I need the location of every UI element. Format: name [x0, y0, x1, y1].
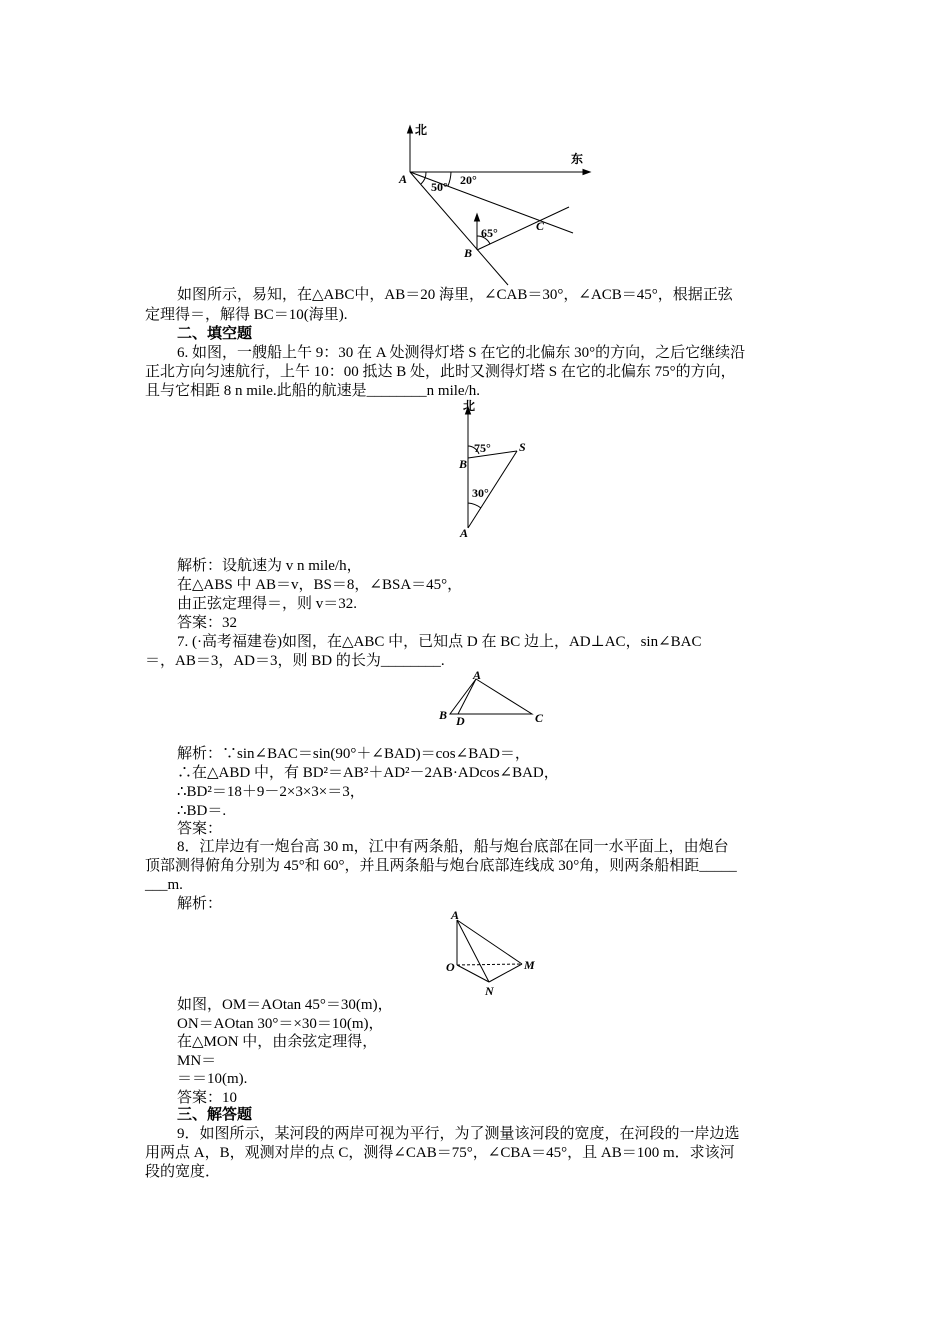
segment-AN	[457, 920, 489, 982]
q7-solution-line-3: ∴BD²＝18＋9－2×3×3×＝3，	[177, 784, 365, 800]
q7-answer: 答案：	[177, 821, 223, 837]
label-O-4: O	[446, 960, 455, 974]
label-north: 北	[415, 123, 428, 137]
q7-solution-line-2: ∴在△ABD 中，有 BD²＝AB²＋AD²－2AB·ADcos∠BAD，	[177, 765, 559, 781]
q9-line-3: 段的宽度．	[145, 1164, 221, 1180]
q7-solution-line-1: 解析：∵sin∠BAC＝sin(90°＋∠BAD)＝cos∠BAD＝，	[177, 746, 530, 762]
label-S: S	[519, 440, 526, 454]
label-north-2: 北	[463, 399, 476, 413]
q6-line-3: 且与它相距 8 n mile.此船的航速是________n mile/h.	[145, 383, 480, 399]
section-heading-solve: 三、解答题	[177, 1107, 253, 1123]
segment-OM-dashed	[457, 964, 522, 965]
q8-line-2: 顶部测得俯角分别为 45°和 60°，并且两条船与炮台底部连线成 30°角，则两条船相距_____	[145, 858, 737, 874]
q7-line-1: 7. (·高考福建卷)如图，在△ABC 中，已知点 D 在 BC 边上，AD⊥AC，sin∠BAC	[177, 634, 702, 650]
label-C-3: C	[535, 711, 544, 725]
q7-line-2: ＝，AB＝3，AD＝3，则 BD 的长为________.	[145, 653, 445, 669]
label-B-3: B	[439, 708, 448, 722]
label-east: 东	[571, 152, 584, 166]
q8-solution-line-4: MN＝	[177, 1053, 217, 1069]
label-D-3: D	[456, 714, 465, 728]
q6-solution-line-2: 在△ABS 中 AB＝v，BS＝8，∠BSA＝45°，	[177, 577, 463, 593]
label-A-2: A	[460, 526, 469, 540]
label-75: 75°	[474, 441, 491, 455]
label-20: 20°	[460, 173, 477, 187]
label-B-2: B	[459, 457, 468, 471]
label-50: 50°	[431, 180, 448, 194]
q9-line-2: 用两点 A，B，观测对岸的点 C，测得∠CAB＝75°，∠CBA＝45°，且 AB＝100 m．求该河	[145, 1145, 735, 1161]
label-M-4: M	[524, 958, 535, 972]
text-line-1: 如图所示，易知，在△ABC中，AB＝20 海里，∠CAB＝30°，∠ACB＝45°，根据正弦	[177, 287, 733, 303]
q9-line-1: 9．如图所示，某河段的两岸可视为平行，为了测量该河段的宽度，在河段的一岸边选	[177, 1126, 740, 1142]
label-N-4: N	[485, 984, 494, 998]
label-B: B	[464, 246, 473, 260]
q8-solution-line-2: ON＝AOtan 30°＝×30＝10(m)，	[177, 1016, 384, 1032]
label-A: A	[399, 172, 408, 186]
q6-solution-line-3: 由正弦定理得＝，则 v＝32.	[177, 596, 358, 612]
segment-AM	[457, 920, 522, 964]
q8-solution-line-1: 如图，OM＝AOtan 45°＝30(m)，	[177, 997, 393, 1013]
q6-solution-line-1: 解析：设航速为 v n mile/h，	[177, 558, 362, 574]
section-heading-fill-in: 二、填空题	[177, 326, 253, 342]
text-line-2: 定理得＝，解得 BC＝10(海里).	[145, 307, 348, 323]
q6-line-2: 正北方向匀速航行，上午 10：00 抵达 B 处，此时又测得灯塔 S 在它的北偏东 75°的方向，	[145, 364, 736, 380]
q8-solution-line-3: 在△MON 中，由余弦定理得，	[177, 1034, 378, 1050]
label-30: 30°	[472, 486, 489, 500]
q8-solution-line-5: ＝＝10(m).	[177, 1071, 248, 1087]
q7-solution-line-4: ∴BD＝.	[177, 803, 227, 819]
label-A-4: A	[451, 908, 460, 922]
q8-answer: 答案：10	[177, 1090, 238, 1106]
q8-solution-label: 解析：	[177, 896, 223, 912]
q6-line-1: 6. 如图，一艘船上午 9：30 在 A 处测得灯塔 S 在它的北偏东 30°的方向，之后它继续沿	[177, 345, 746, 361]
label-A-3: A	[473, 668, 482, 682]
label-65: 65°	[481, 226, 498, 240]
segment-NM	[489, 964, 522, 982]
label-C: C	[536, 219, 545, 233]
q6-answer: 答案：32	[177, 615, 238, 631]
q8-line-3: ___m.	[145, 877, 183, 893]
q8-line-1: 8．江岸边有一炮台高 30 m，江中有两条船，船与炮台底部在同一水平面上，由炮台	[177, 839, 729, 855]
